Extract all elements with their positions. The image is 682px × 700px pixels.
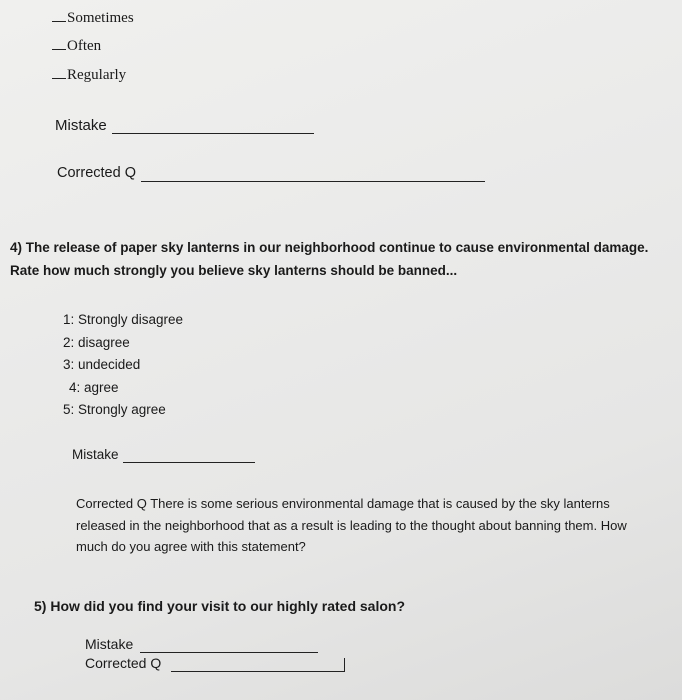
q5-mistake-line[interactable]	[140, 652, 318, 653]
q4-mistake-label: Mistake	[72, 447, 119, 462]
q4-question-line2: Rate how much strongly you believe sky lanterns should be banned...	[10, 263, 458, 278]
option-blank	[52, 49, 66, 50]
q5-question: 5) How did you find your visit to our highly rated salon?	[34, 598, 406, 614]
scale-item: 5: Strongly agree	[63, 402, 166, 417]
option-regularly	[52, 67, 126, 84]
q5-mistake-label: Mistake	[85, 636, 134, 652]
q4-scale-list	[63, 309, 183, 422]
scale-item: 3: undecided	[63, 357, 141, 372]
q4-corrected-paragraph	[76, 493, 661, 558]
scale-item: 1: Strongly disagree	[63, 312, 184, 327]
q3-mistake-line[interactable]	[112, 133, 314, 134]
q4-corrected-label: Corrected Q	[76, 496, 147, 511]
q4-corrected-text: There is some serious environmental damage that is caused by the sky lanterns released in the neighborhood that as a result is leading to the thought about banning them. How much do you agree with this statement?	[76, 496, 627, 554]
scale-item: 4: agree	[69, 379, 119, 395]
q3-corrected-label: Corrected Q	[57, 165, 136, 181]
q5-corrected-label: Corrected Q	[85, 655, 162, 671]
option-sometimes	[52, 10, 134, 27]
q4-mistake-line[interactable]	[123, 462, 255, 463]
option-label: Often	[67, 38, 102, 54]
q4-question-line1: 4) The release of paper sky lanterns in our neighborhood continue to cause environmental damage.	[10, 240, 649, 255]
q3-mistake-label: Mistake	[55, 117, 107, 134]
option-label: Sometimes	[67, 10, 134, 26]
scale-item: 2: disagree	[63, 334, 130, 350]
option-often	[52, 38, 101, 55]
q5-corrected-line[interactable]	[171, 671, 345, 672]
q3-corrected-line[interactable]	[141, 181, 485, 182]
option-blank	[52, 21, 66, 22]
option-label: Regularly	[67, 67, 127, 83]
q5-corrected-line-end	[344, 658, 345, 672]
option-blank	[52, 78, 66, 79]
